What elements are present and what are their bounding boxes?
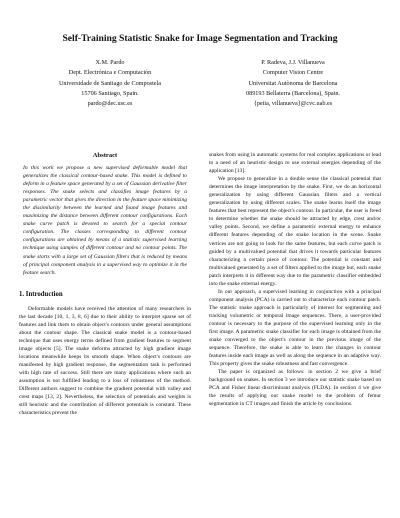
author-block-pardo <box>25 58 195 109</box>
intro-paragraph: Deformable models have received the attention of many researchers in the last decade [10, 1, 3, 8, 6] due to their ability to interpret sparse set of features and link them to obtain object's contours under general assumptions about the contour shape. The classical snake model is a contour-based technique that uses energy terms defined from gradient features to segment image objects [5]. The snake deforms attracted by high gradient image locations meanwhile keeps its smooth shape. When object's contours are manifested by high gradient response, the segmentation task is performed with high rate of success. Still there are many applications where such an assumption is not fulfilled leading to a loss of robustness of the method. Different authors suggest to combine the gradient potential with valley and crest maps [13, 2]. Nevertheless, the selection of potentials and weights is still heuristic and the contribution of different potentials is constant. These characteristics prevent the <box>19 305 191 417</box>
author-address: 15706 Santiago, Spain. <box>81 89 139 97</box>
author-department: Computer Vision Centre <box>262 69 324 77</box>
author-block-radeva-villanueva <box>208 58 378 109</box>
abstract-heading: Abstract <box>92 152 118 159</box>
author-university: Universitat Autònoma de Barcelona <box>248 79 338 87</box>
paper-title: Self-Training Statistic Snake for Image Segmentation and Tracking <box>62 33 338 44</box>
author-university: Universidade de Santiago de Compostela <box>58 79 162 87</box>
left-column <box>19 151 191 417</box>
body-paragraph: The paper is organized as follows: in section 2 we give a brief background on snakes. In section 3 we introduce our statistic snake based on PCA and Fisher linear discriminant analysis (FLDA). In section 4 we give the results of applying our snake model to the problem of femur segmentation in CT images and finish the article by conclusions. <box>209 369 381 408</box>
author-department: Dept. Electrónica e Computación <box>68 69 152 77</box>
section-heading-introduction: 1. Introduction <box>19 290 63 298</box>
right-column <box>209 151 381 409</box>
body-paragraph: We propose to generalize in a double sense the classical potential that determines the image interpretation by the snake. First, we do an horizontal generalization by using different Gaussian filters and a vertical generalization by using different scales. The snake learns itself the image features that best represent the object's contour. In particular, the user is freed to determine whether the snake should be attracted by edge, crest and/or valley points. Second, we define a parametric external energy to enhance different features depending of the snake location in the scene. Snake vertices are not going to look for the same features, but each curve patch is guided by a multivalued potential that drives it towards particular features characterizing a certain piece of contour. The potential is constant and multivalued generated by a set of filters applied to the image but, each snake patch interprets it in different way due to the parametric classifier embedded into the snake external energy. <box>209 176 381 287</box>
body-paragraph: In our approach, a supervised learning in conjunction with a principal component analysis (PCA) is carried out to characterize each contour patch. The statistic snake approach is particularly of interest for segmenting and tracking volumetric or temporal image sequences. There, a user-provided contour is necessary to the purpose of the supervised learning only in the first image. A parametric snake classifier for each image is obtained from the snake converged to the object's contour in the previous image of the sequence. Therefore, the snake is able to learn the changes in contour features inside each image as well as along the sequence in an adaptive way. This property gives the snake robustness and fast convergence. <box>209 288 381 368</box>
body-paragraph: snakes from using in automatic systems for real complex applications or lead to a need of an heuristic design to use external energies depending of the application [13]. <box>209 152 381 175</box>
author-email: {petia, villanueva}@cvc.uab.es <box>253 100 333 108</box>
author-address: 089193 Bellaterra (Barcelona), Spain. <box>246 89 340 97</box>
author-name: X.M. Pardo <box>95 59 125 66</box>
abstract-text: In this work we propose a new supervised deformable model that generalizes the classical contour-based snake. This model is defined to deform in a feature space generated by a set of Gaussian derivative filter responses. The snake selects and classifies image features by a parametric vector that gives the direction in the feature space minimizing the dissimilarity between the learned and found image features and maximizing the distance between different contour configurations. Each snake curve patch is devoted to search for a special contour configuration. The classes corresponding to different contour configurations are obtained by means of a statistic supervised learning technique using samples of different contour and no contour points. The snake starts with a large set of Gaussian filters that is reduced by means of principal component analysis in a supervised way to optimize it in the feature search. <box>23 165 187 276</box>
author-email: pardo@dec.usc.es <box>87 100 133 108</box>
author-name: P. Radeva, J.J. Villanueva <box>261 59 325 66</box>
